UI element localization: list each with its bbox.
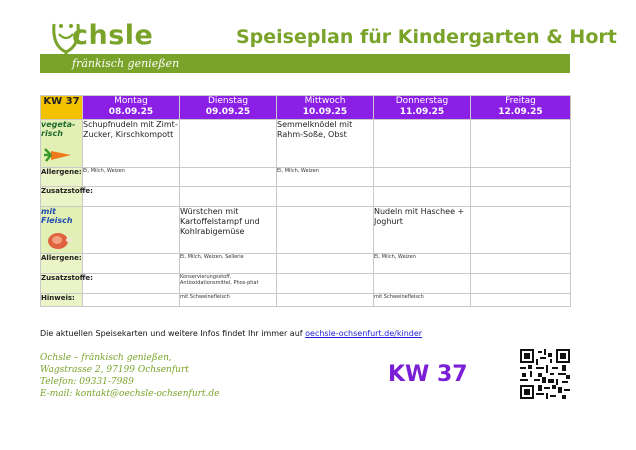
vegetarian-meal-tuesday (180, 120, 277, 168)
website-link[interactable]: oechsle-ochsenfurt.de/kinder (305, 329, 423, 338)
meat-meal-friday (471, 207, 571, 254)
category-label: vegeta- risch (41, 120, 76, 138)
day-date: 11.09.25 (399, 107, 445, 117)
footer-week-label: KW 37 (388, 362, 468, 387)
meat-meal-monday (83, 207, 180, 254)
meat-meal-wednesday (277, 207, 374, 254)
additives-label: Zusatzstoffe: (41, 274, 83, 294)
additive-cell (374, 274, 471, 294)
vegetarian-meal-monday: Schupfnudeln mit Zimt-Zucker, Kirschkompott (83, 120, 180, 168)
additive-cell (471, 187, 571, 207)
additive-cell (277, 274, 374, 294)
allergen-cell: Ei, Milch, Weizen, Sellerie (180, 254, 277, 274)
day-date: 10.09.25 (302, 107, 348, 117)
menu-table (40, 95, 571, 307)
day-header-thursday (374, 96, 471, 120)
additive-cell (374, 187, 471, 207)
day-header-friday (471, 96, 571, 120)
day-header-tuesday (180, 96, 277, 120)
vegetarian-meal-friday (471, 120, 571, 168)
allergen-cell (471, 168, 571, 187)
vegetarian-allergens-row (41, 168, 571, 187)
day-date: 08.09.25 (108, 107, 154, 117)
allergens-label: Allergene: (41, 254, 83, 274)
page-title: Speiseplan für Kindergarten & Hort (236, 26, 617, 48)
address-line: Ochsle – fränkisch genießen, (40, 353, 172, 363)
hint-cell (471, 294, 571, 307)
qr-code-icon (520, 349, 570, 399)
meat-additives-row (41, 274, 571, 294)
additive-cell (471, 274, 571, 294)
contact-address (40, 352, 220, 400)
day-name: Mittwoch (304, 96, 346, 106)
meat-meal-thursday: Nudeln mit Haschee + Joghurt (374, 207, 471, 254)
carrot-icon (43, 147, 73, 163)
hint-cell (277, 294, 374, 307)
allergen-cell (277, 254, 374, 274)
logo-wordmark: chsle (72, 20, 154, 51)
info-line (40, 329, 422, 338)
day-date: 12.09.25 (498, 107, 543, 117)
phone-line: Telefon: 09331-7989 (40, 377, 134, 387)
day-date: 09.09.25 (205, 107, 251, 117)
additive-cell (83, 187, 180, 207)
hint-label: Hinweis: (41, 294, 83, 307)
day-name: Dienstag (207, 96, 249, 106)
meat-category (41, 207, 83, 254)
allergen-cell (180, 168, 277, 187)
brand-tagline: fränkisch genießen (72, 57, 180, 70)
meat-meal-row (41, 207, 571, 254)
allergen-cell (374, 168, 471, 187)
allergen-cell: Ei, Milch, Weizen (374, 254, 471, 274)
hint-cell: mit Schweinefleisch (374, 294, 471, 307)
additive-cell: Konservierungsstoff, Antioxidationsmittel, Phos-phat (180, 274, 277, 294)
header-row (41, 96, 571, 120)
vegetarian-meal-thursday (374, 120, 471, 168)
category-label: mit Fleisch (41, 207, 73, 225)
additive-cell (180, 187, 277, 207)
hint-cell: mit Schweinefleisch (180, 294, 277, 307)
hint-cell (83, 294, 180, 307)
meat-hints-row (41, 294, 571, 307)
allergen-cell (471, 254, 571, 274)
meat-meal-tuesday: Würstchen mit Kartoffelstampf und Kohlrabigemüse (180, 207, 277, 254)
address-line: Wagstrasse 2, 97199 Ochsenfurt (40, 365, 189, 375)
additive-cell (83, 274, 180, 294)
day-header-monday (83, 96, 180, 120)
email-line: E-mail: kontakt@oechsle-ochsenfurt.de (40, 389, 220, 399)
day-name: Freitag (505, 96, 536, 106)
vegetarian-meal-row (41, 120, 571, 168)
allergen-cell: Ei, Milch, Weizen (83, 168, 180, 187)
info-text: Die aktuellen Speisekarten und weitere Infos findet Ihr immer auf (40, 329, 306, 338)
vegetarian-category (41, 120, 83, 168)
allergens-label: Allergene: (41, 168, 83, 187)
day-name: Montag (114, 96, 148, 106)
meat-allergens-row (41, 254, 571, 274)
ham-icon (47, 230, 75, 250)
day-header-wednesday (277, 96, 374, 120)
additives-label: Zusatzstoffe: (41, 187, 83, 207)
allergen-cell (83, 254, 180, 274)
week-label: KW 37 (41, 96, 83, 120)
allergen-cell: Ei, Milch, Weizen (277, 168, 374, 187)
additive-cell (277, 187, 374, 207)
day-name: Donnerstag (395, 96, 449, 106)
vegetarian-additives-row (41, 187, 571, 207)
vegetarian-meal-wednesday: Semmelknödel mit Rahm-Soße, Obst (277, 120, 374, 168)
